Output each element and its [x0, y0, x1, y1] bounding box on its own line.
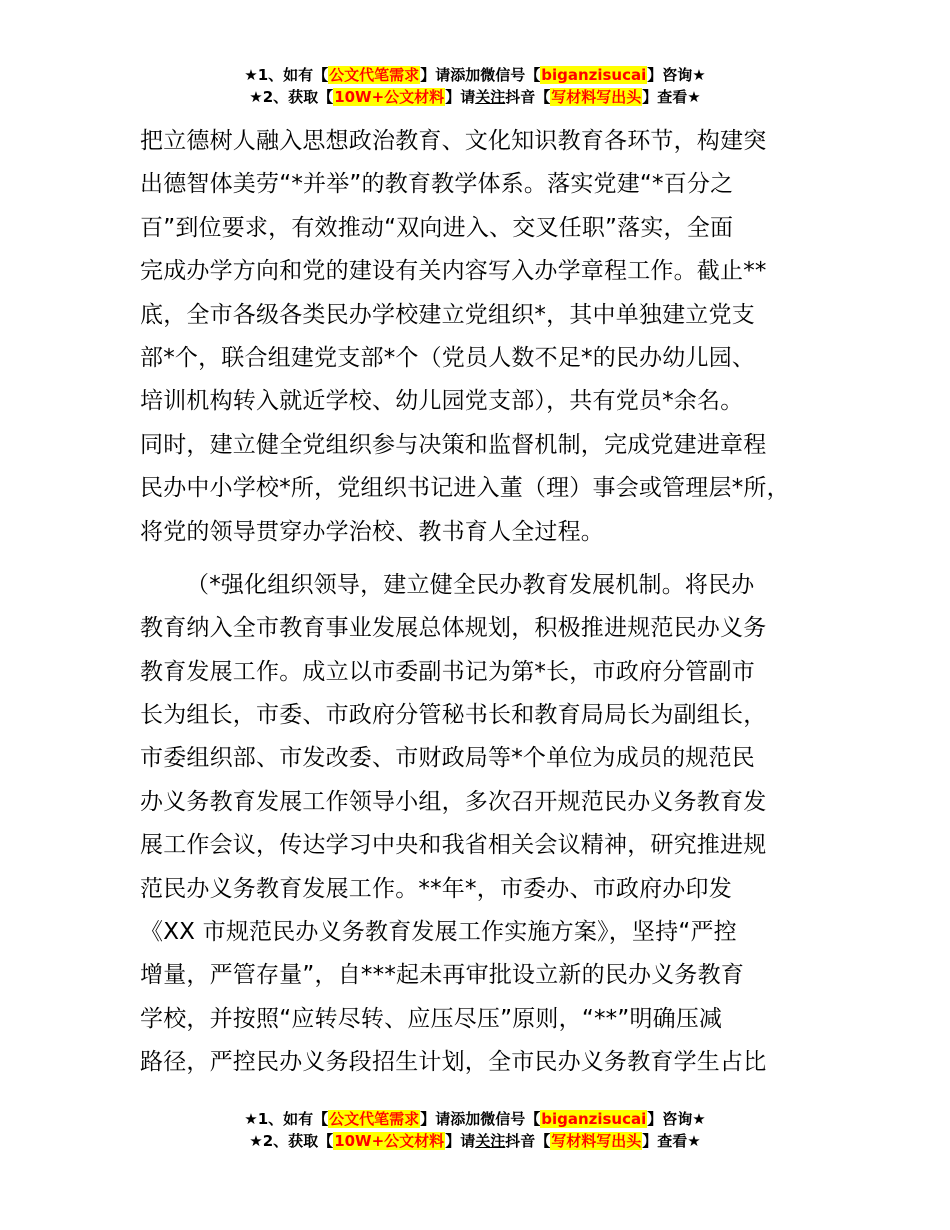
- text-line: 完成办学方向和党的建设有关内容写入办学章程工作。截止**: [140, 258, 767, 285]
- header-banner: [0, 64, 950, 108]
- text-line: 展工作会议，传达学习中央和我省相关会议精神，研究推进规: [140, 832, 767, 859]
- highlight-wechat-id: biganzisucai: [541, 1110, 647, 1128]
- text-line: 同时，建立健全党组织参与决策和监督机制，完成党建进章程: [140, 431, 767, 458]
- text-line: 底，全市各级各类民办学校建立党组织*，其中单独建立党支: [140, 301, 755, 328]
- highlight-wechat-id: biganzisucai: [541, 66, 647, 84]
- text-line: 培训机构转入就近学校、幼儿园党支部），共有党员*余名。: [140, 388, 744, 415]
- text-line: 学校，并按照“应转尽转、应压尽压”原则，“**”明确压减: [140, 1005, 723, 1032]
- highlight-douyin-account: 写材料写出头: [551, 1132, 642, 1150]
- highlight-writing-service: 公文代笔需求: [329, 66, 420, 84]
- text-line: 《XX 市规范民办义务教育发展工作实施方案》，坚持“严控: [140, 919, 737, 946]
- text-line: 教育发展工作。成立以市委副书记为第*长，市政府分管副市: [140, 658, 755, 685]
- follow-underline: 关注: [475, 1132, 506, 1150]
- banner-line-1: ★1、如有【公文代笔需求】请添加微信号【biganzisucai】咨询★: [244, 1110, 706, 1128]
- text-line: 范民办义务教育发展工作。**年*，市委办、市政府办印发: [140, 875, 732, 902]
- text-line: （*强化组织领导，建立健全民办教育发展机制。将民办: [186, 571, 755, 598]
- text-line: 市委组织部、市发改委、市财政局等*个单位为成员的规范民: [140, 745, 755, 772]
- text-line: 把立德树人融入思想政治教育、文化知识教育各环节，构建突: [140, 128, 767, 154]
- banner-line-2: ★2、获取【10W+公文材料】请关注抖音【写材料写出头】查看★: [249, 88, 701, 106]
- highlight-materials: 10W+公文材料: [334, 1132, 445, 1150]
- paragraph-spacer: [140, 554, 840, 564]
- text-line: 路径，严控民办义务段招生计划，全市民办义务教育学生占比: [140, 1049, 767, 1076]
- text-line: 教育纳入全市教育事业发展总体规划，积极推进规范民办义务: [140, 615, 767, 642]
- document-body: [140, 120, 840, 1085]
- follow-underline: 关注: [475, 88, 506, 106]
- paragraph-1: [140, 120, 840, 554]
- text-line: 百”到位要求，有效推动“双向进入、交叉任职”落实，全面: [140, 214, 734, 241]
- text-line: 将党的领导贯穿办学治校、教书育人全过程。: [140, 518, 604, 545]
- banner-line-1: ★1、如有【公文代笔需求】请添加微信号【biganzisucai】咨询★: [244, 66, 706, 84]
- highlight-douyin-account: 写材料写出头: [551, 88, 642, 106]
- text-line: 出德智体美劳“*并举”的教育教学体系。落实党建“*百分之: [140, 171, 734, 198]
- banner-line-2: ★2、获取【10W+公文材料】请关注抖音【写材料写出头】查看★: [249, 1132, 701, 1150]
- paragraph-2: [140, 564, 840, 1085]
- text-line: 办义务教育发展工作领导小组，多次召开规范民办义务教育发: [140, 788, 767, 815]
- footer-banner: [0, 1108, 950, 1152]
- text-line: 民办中小学校*所，党组织书记进入董（理）事会或管理层*所，: [140, 475, 790, 502]
- highlight-writing-service: 公文代笔需求: [329, 1110, 420, 1128]
- text-line: 增量，严管存量”，自***起未再审批设立新的民办义务教育: [140, 962, 745, 989]
- text-line: 长为组长，市委、市政府分管秘书长和教育局局长为副组长，: [140, 702, 767, 729]
- text-line: 部*个，联合组建党支部*个（党员人数不足*的民办幼儿园、: [140, 344, 756, 371]
- highlight-materials: 10W+公文材料: [334, 88, 445, 106]
